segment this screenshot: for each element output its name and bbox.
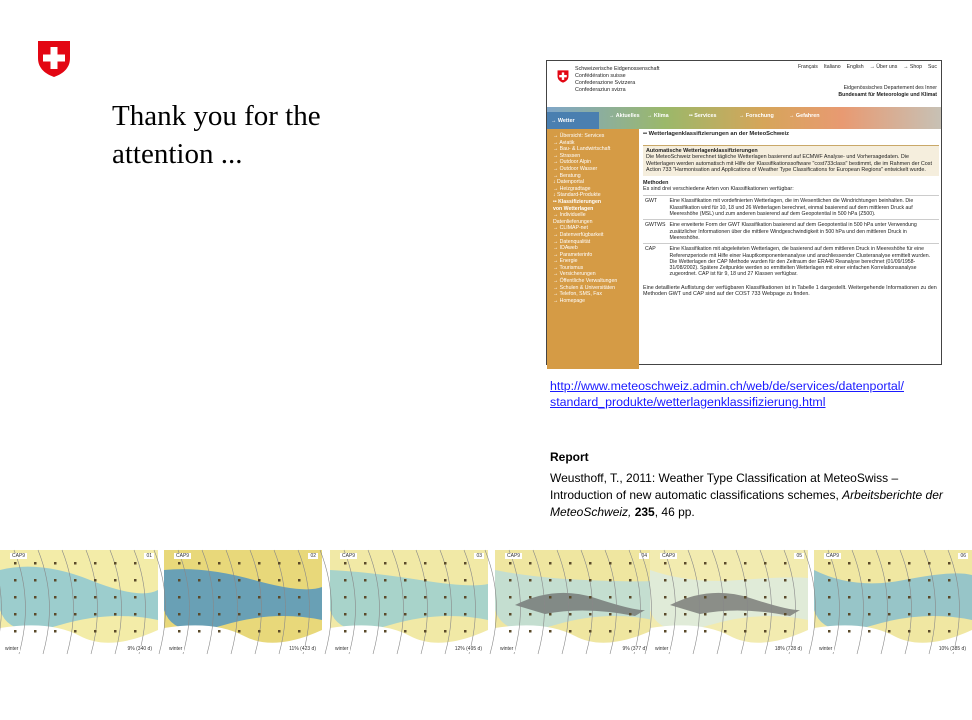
map-season: winter [335,646,349,652]
map-season: winter [500,646,514,652]
map-season: winter [819,646,833,652]
nav-item: → Forschung [739,113,774,119]
report-journal: Arbeitsberichte der MeteoSchweiz, [550,488,943,519]
map-pct: 10% (385 d) [938,646,966,652]
website-heading: •• Wetterlagenklassifizierungen an der MeteoSchweiz [643,131,790,137]
menu-item: → Individuelle [553,212,586,219]
menu-item: Datenlieferungen [553,218,593,225]
map-season: winter [169,646,183,652]
weather-type-map [814,550,972,654]
map-graphic [164,550,322,654]
report-volume: 235 [631,505,655,519]
lang-link: → Shop [903,64,923,70]
menu-item: von Wetterlagen [553,205,594,212]
map-label: CAP9 [12,553,26,559]
lang-link: Suc [928,64,937,70]
menu-item: → Strassen [553,152,581,159]
menu-item: → Datenverfügbarkeit [553,231,604,238]
weather-type-map [650,550,808,654]
website-screenshot [546,60,942,365]
menu-item: → Schulen & Universitäten [553,284,615,291]
method-key: GWT [643,196,667,220]
map-label: CAP9 [826,553,840,559]
lang-link: → Über uns [869,64,898,70]
menu-item: → Öffentliche Verwaltungen [553,278,618,285]
menu-item: → Tourismus [553,264,584,271]
confederation-line: Confederazione Svizzera [575,80,636,86]
menu-item: → Übersicht: Services [553,133,605,139]
map-num: 04 [641,553,647,559]
menu-item: → Beratung [553,172,581,179]
confederation-line: Confédération suisse [575,73,626,79]
menu-item: → Aviatik [553,139,575,146]
map-num: 01 [146,553,152,559]
table-row [643,196,939,220]
slide-title [112,97,442,173]
menu-item: → IDAweb [553,245,578,252]
meteoswiss-link[interactable] [550,378,950,410]
nav-item: •• Services [689,113,717,119]
language-links [798,64,937,70]
link-line: standard_produkte/wetterlagenklassifizierung.html [550,395,826,409]
menu-item: → Versicherungen [553,271,596,278]
website-footnote: Eine detaillierte Auflistung der verfügbaren Klassifikationen ist in Tabelle 1 dargestellt. Weitergehende Informationen zu den Methoden GWT und CAP sind auf der COST 733 Webpage zu finden. [643,284,937,298]
method-desc: Eine Klassifikation mit vordefinierten Wetterlagen, die im Wesentlichen die Windrichtungen beinhalten. Die Klassifikation wird für 10, 18 und 26 Wetterlagen berechnet, einmal basierend auf dem mittleren Druck auf Meereshöhe (MSL) und zum anderen basierend auf dem Geopotential in 500 hPa (Z500). [667,196,939,220]
menu-item: → Parameterinfo [553,251,593,258]
nav-item: → Wetter [551,118,575,124]
swiss-coat-of-arms-icon [37,40,71,78]
menu-item: → Telefon, SMS, Fax [553,291,602,298]
map-num: 02 [310,553,316,559]
website-left-menu [547,129,639,369]
map-graphic [495,550,653,654]
weather-type-map [330,550,488,654]
menu-item: → Bau- & Landwirtschaft [553,146,611,153]
report-authors: Weusthoff, T., 2011: Weather Type Classification at MeteoSwiss – Introduction of new automatic classifications schemes, [550,471,899,502]
map-label: CAP9 [342,553,356,559]
dept-line: Eidgenössisches Departement des Inner [843,85,937,91]
confederation-names [575,66,660,94]
map-num: 06 [960,553,966,559]
map-graphic [330,550,488,654]
nav-item: → Klima [647,113,669,119]
map-graphic [0,550,158,654]
menu-item: → CLIMAP-net [553,225,588,232]
menu-item: ↓ Standard-Produkte [553,192,601,199]
map-label: CAP9 [662,553,676,559]
map-pct: 9% (377 d) [622,646,647,652]
weather-type-map [0,550,158,654]
map-label: CAP9 [507,553,521,559]
map-pct: 12% (495 d) [454,646,482,652]
method-desc: Eine erweiterte Form der GWT Klassifikation basierend auf dem Geopotential in 500 hPa unter Verwendung zusätzlicher Informationen über die mittlere Windgeschwindigkeit in 500 hPa und den mittleren Druck in Meereshöhe. [667,220,939,244]
method-key: GWTWS [643,220,667,244]
map-graphic [814,550,972,654]
menu-item: → Homepage [553,297,586,304]
method-key: CAP [643,244,667,280]
map-num: 03 [476,553,482,559]
method-desc: Eine Klassifikation mit abgeleiteten Wetterlagen, die basierend auf dem mittleren Druck in Meereshöhe für eine Referenzperiode mit Hilfe einer Hauptkomponentenanalyse und anschliessender Clusteranalyse ermittelt wurden. Die Wetterlagen der CAP Methode wurden für den Zeitraum der ERA40 Reanalyse berechnet (01/09/1958-31/08/2002). Spätere Zeitpunkte werden so ermittelten Wetterlagen mit einer einfachen Korrelationsanalyse zugeordnet. CAP ist für 9, 18 und 27 Klassen verfügbar. [667,244,939,280]
title-line: Thank you for the [112,100,321,132]
link-line: http://www.meteoschweiz.admin.ch/web/de/services/datenportal/ [550,379,904,393]
report-pages: , 46 pp. [654,505,695,519]
confederation-line: Schweizerische Eidgenossenschaft [575,66,660,72]
menu-item: ↓ Datenportal [553,179,584,186]
nav-item: → Gefahren [789,113,820,119]
report-reference [550,470,950,521]
lang-link: Italiano [823,64,841,70]
title-line: attention ... [112,138,243,170]
menu-item: → Datenqualität [553,238,591,245]
methods-text: Es sind drei verschiedene Arten von Klassifikationen verfügbar: [643,186,794,193]
menu-item: •• Klassifizierungen [553,198,602,205]
map-graphic [650,550,808,654]
weather-type-map [495,550,653,654]
map-label: CAP9 [176,553,190,559]
map-season: winter [5,646,19,652]
map-num: 05 [796,553,802,559]
table-row [643,220,939,244]
website-header [547,61,941,107]
confederation-line: Confederaziun svizra [575,87,626,93]
weather-type-map [164,550,322,654]
menu-item: → Heizgradtage [553,185,591,192]
lang-link: Français [797,64,818,70]
methods-table [643,195,939,279]
nav-item: → Aktuelles [609,113,640,119]
report-label: Report [550,450,589,464]
lang-link: English [846,64,864,70]
map-pct: 11% (423 d) [289,646,316,652]
methods-title: Methoden [643,179,669,186]
intro-text: Die MeteoSchweiz berechnet tägliche Wetterlagen basierend auf ECMWF Analyse- und Vorhersagedaten. Die Wetterlagen werden automatisch mit Hilfe der Klassifikationssoftware "cost733class" bestimmt, die im Rahmen der Cost Action 733 "Harmonisation and Applications of Weather Type Classifications for European Regions" entwickelt wurde. [646,154,932,174]
table-row [643,244,939,280]
menu-item: → Outdoor Wasser [553,165,598,172]
website-main [643,131,939,298]
menu-item: → Energie [553,258,578,265]
map-season: winter [655,646,669,652]
intro-title: Automatische Wetterlagenklassifizierungen [646,148,758,154]
weather-map-strip [0,550,966,654]
dept-line: Bundesamt für Meteorologie und Klimat [838,91,937,98]
map-pct: 18% (728 d) [774,646,802,652]
department-name [838,85,937,98]
intro-box [643,145,939,176]
map-pct: 9% (340 d) [127,646,152,652]
website-nav [547,107,941,129]
nav-wetter-tab [547,112,599,129]
menu-item: → Outdoor Alpin [553,159,592,166]
swiss-coat-of-arms-icon [557,70,569,83]
